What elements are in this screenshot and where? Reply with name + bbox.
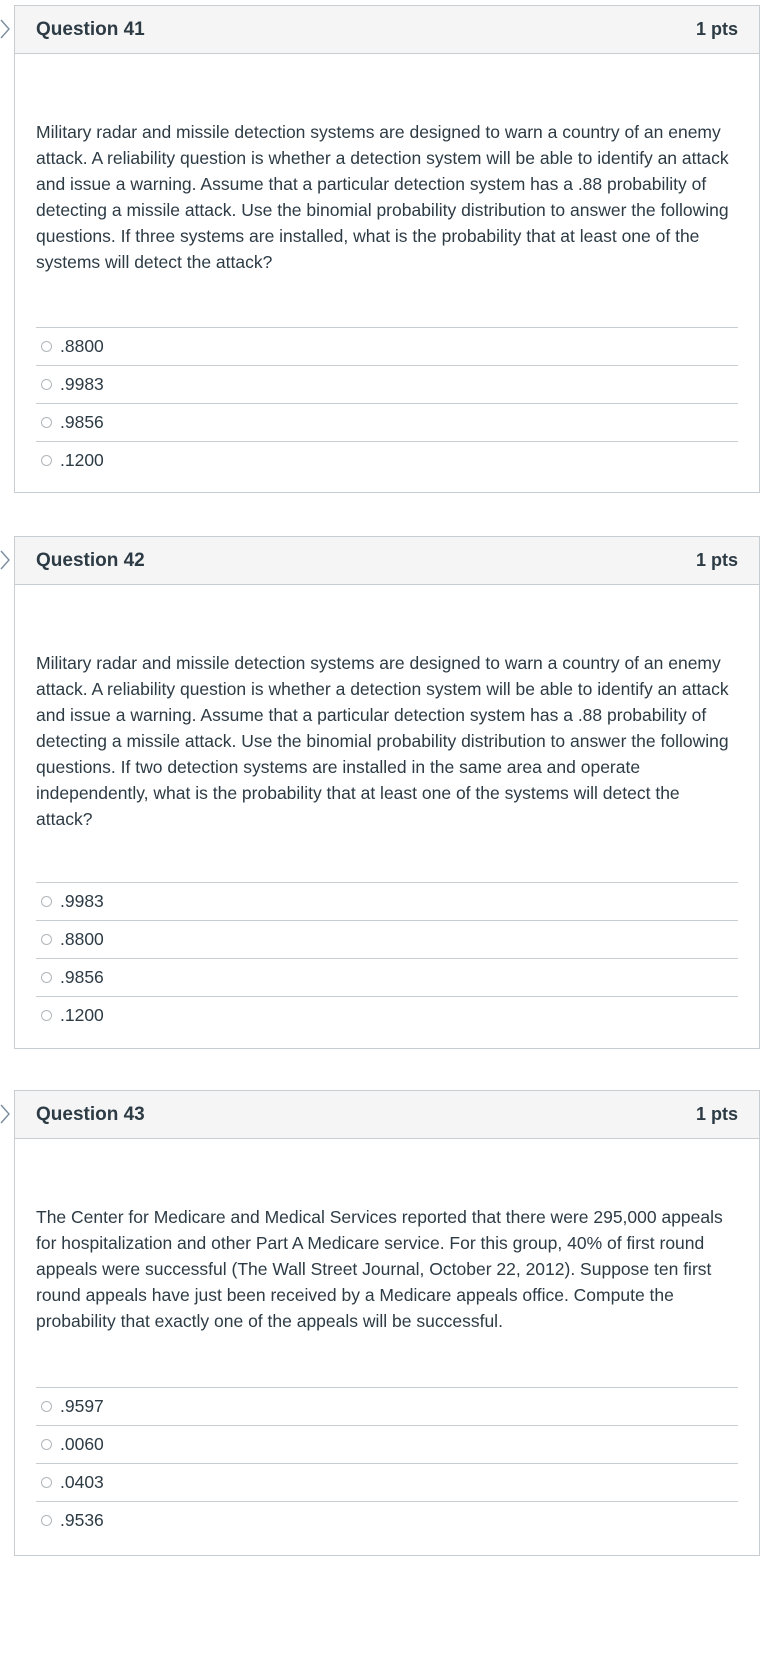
- radio-button[interactable]: [41, 1477, 52, 1488]
- radio-button[interactable]: [41, 417, 52, 428]
- answer-label: .8800: [60, 336, 104, 356]
- radio-button[interactable]: [41, 341, 52, 352]
- answer-label: .9597: [60, 1396, 104, 1416]
- answer-option[interactable]: [36, 1425, 738, 1463]
- question-points: 1 pts: [695, 1104, 738, 1124]
- answer-label: .9856: [60, 412, 104, 432]
- question-text: Military radar and missile detection systems are designed to warn a country of an enemy attack. A reliability question is whether a detection system will be able to identify an attack and issue a warning. Assume that a particular detection system has a .88 probability of detecting a missile attack. Use the binomial probability distribution to answer the following questions. If three systems are installed, what is the probability that at least one of the systems will detect the attack?: [36, 122, 729, 272]
- question-title: Question 41: [36, 18, 145, 40]
- flag-question-icon[interactable]: [0, 18, 13, 40]
- answer-label: .0403: [60, 1472, 104, 1492]
- answer-option[interactable]: [36, 327, 738, 365]
- answer-list: [36, 1387, 738, 1539]
- answer-label: .1200: [60, 450, 104, 470]
- question-header: [15, 537, 759, 585]
- answer-option[interactable]: [36, 958, 738, 996]
- answer-list: [36, 327, 738, 479]
- answer-option[interactable]: [36, 882, 738, 920]
- question-title: Question 42: [36, 549, 145, 571]
- radio-button[interactable]: [41, 455, 52, 466]
- answer-label: .0060: [60, 1434, 104, 1454]
- flag-question-icon[interactable]: [0, 549, 13, 571]
- answer-list: [36, 882, 738, 1034]
- answer-label: .1200: [60, 1005, 104, 1025]
- radio-button[interactable]: [41, 972, 52, 983]
- answer-option[interactable]: [36, 365, 738, 403]
- question-text: Military radar and missile detection systems are designed to warn a country of an enemy attack. A reliability question is whether a detection system will be able to identify an attack and issue a warning. Assume that a particular detection system has a .88 probability of detecting a missile attack. Use the binomial probability distribution to answer the following questions. If two detection systems are installed in the same area and operate independently, what is the probability that at least one of the systems will detect the attack?: [36, 653, 729, 829]
- answer-option[interactable]: [36, 441, 738, 479]
- answer-option[interactable]: [36, 920, 738, 958]
- radio-button[interactable]: [41, 1515, 52, 1526]
- question-header: [15, 6, 759, 54]
- radio-button[interactable]: [41, 1439, 52, 1450]
- question-points: 1 pts: [695, 19, 738, 39]
- question-42: [14, 536, 760, 1049]
- answer-option[interactable]: [36, 1501, 738, 1539]
- answer-option[interactable]: [36, 1387, 738, 1425]
- radio-button[interactable]: [41, 934, 52, 945]
- answer-option[interactable]: [36, 996, 738, 1034]
- answer-label: .8800: [60, 929, 104, 949]
- flag-question-icon[interactable]: [0, 1103, 13, 1125]
- question-43: [14, 1090, 760, 1556]
- answer-label: .9983: [60, 891, 104, 911]
- question-points: 1 pts: [695, 550, 738, 570]
- radio-button[interactable]: [41, 896, 52, 907]
- radio-button[interactable]: [41, 1010, 52, 1021]
- radio-button[interactable]: [41, 1401, 52, 1412]
- question-title: Question 43: [36, 1103, 145, 1125]
- question-text: The Center for Medicare and Medical Services reported that there were 295,000 appeals for hospitalization and other Part A Medicare service. For this group, 40% of first round appeals were successful (The Wall Street Journal, October 22, 2012). Suppose ten first round appeals have just been received by a Medicare appeals office. Compute the probability that exactly one of the appeals will be successful.: [36, 1207, 723, 1331]
- radio-button[interactable]: [41, 379, 52, 390]
- answer-option[interactable]: [36, 1463, 738, 1501]
- question-header: [15, 1091, 759, 1139]
- question-41: [14, 5, 760, 493]
- answer-label: .9983: [60, 374, 104, 394]
- answer-option[interactable]: [36, 403, 738, 441]
- answer-label: .9536: [60, 1510, 104, 1530]
- answer-label: .9856: [60, 967, 104, 987]
